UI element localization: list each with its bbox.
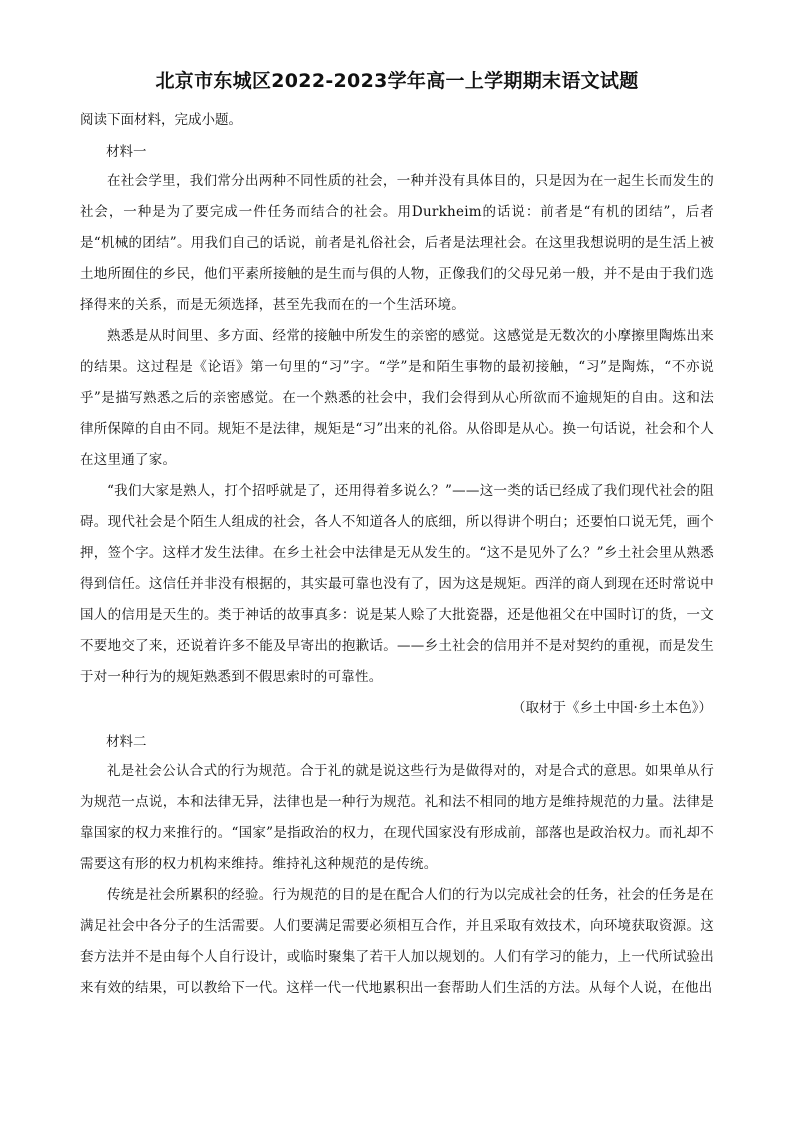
material-two-paragraph-2: 传统是社会所累积的经验。行为规范的目的是在配合人们的行为以完成社会的任务，社会的任务是在满足社会中各分子的生活需要。人们要满足需要必须相互合作，并且采取有效技术，向环境获取资源。这套方法并不是由每个人自行设计，或临时聚集了若干人加以规划的。人们有学习的能力，上一代所试验出来有效的结果，可以教给下一代。这样一代一代地累积出一套帮助人们生活的方法。从每个人说，在他出 bbox=[80, 887, 714, 996]
material-one-paragraph-1: 在社会学里，我们常分出两种不同性质的社会，一种并没有具体目的，只是因为在一起生长而发生的社会，一种是为了要完成一件任务而结合的社会。用Durkheim的话说：前者是“有机的团结”，后者是“机械的团结”。用我们自己的话说，前者是礼俗社会，后者是法理社会。在这里我想说明的是生活上被土地所囿住的乡民，他们平素所接触的是生而与俱的人物，正像我们的父母兄弟一般，并不是由于我们选择得来的关系，而是无须选择，甚至先我而在的一个生活环境。 bbox=[80, 173, 714, 313]
document-title: 北京市东城区2022-2023学年高一上学期期末语文试题 bbox=[155, 70, 639, 92]
material-two-label: 材料二 bbox=[106, 734, 147, 750]
material-one-source: （取材于《乡土中国·乡土本色》） bbox=[511, 700, 712, 716]
material-two-paragraph-1: 礼是社会公认合式的行为规范。合于礼的就是说这些行为是做得对的，对是合式的意思。如果单从行为规范一点说，本和法律无异，法律也是一种行为规范。礼和法不相同的地方是维持规范的力量。法律是靠国家的权力来推行的。“国家”是指政治的权力，在现代国家没有形成前，部落也是政治权力。而礼却不需要这有形的权力机构来维持。维持礼这种规范的是传统。 bbox=[80, 763, 714, 872]
reading-instruction: 阅读下面材料，完成小题。 bbox=[80, 112, 242, 128]
material-one-paragraph-3: “我们大家是熟人，打个招呼就是了，还用得着多说么？”——这一类的话已经成了我们现代社会的阻碍。现代社会是个陌生人组成的社会，各人不知道各人的底细，所以得讲个明白；还要怕口说无凭，画个押，签个字。这样才发生法律。在乡土社会中法律是无从发生的。“这不是见外了么？”乡土社会里从熟悉得到信任。这信任并非没有根据的，其实最可靠也没有了，因为这是规矩。西洋的商人到现在还时常说中国人的信用是天生的。类于神话的故事真多：说是某人赊了大批瓷器，还是他祖父在中国时订的货，一文不要地交了来，还说着许多不能及早寄出的抱歉话。——乡土社会的信用并不是对契约的重视，而是发生于对一种行为的规矩熟悉到不假思索时的可靠性。 bbox=[80, 483, 714, 685]
material-one-label: 材料一 bbox=[106, 144, 147, 160]
material-one-paragraph-2: 熟悉是从时间里、多方面、经常的接触中所发生的亲密的感觉。这感觉是无数次的小摩擦里陶炼出来的结果。这过程是《论语》第一句里的“习”字。“学”是和陌生事物的最初接触，“习”是陶炼，“不亦说乎”是描写熟悉之后的亲密感觉。在一个熟悉的社会中，我们会得到从心所欲而不逾规矩的自由。这和法律所保障的自由不同。规矩不是法律，规矩是“习”出来的礼俗。从俗即是从心。换一句话说，社会和个人在这里通了家。 bbox=[80, 328, 714, 468]
